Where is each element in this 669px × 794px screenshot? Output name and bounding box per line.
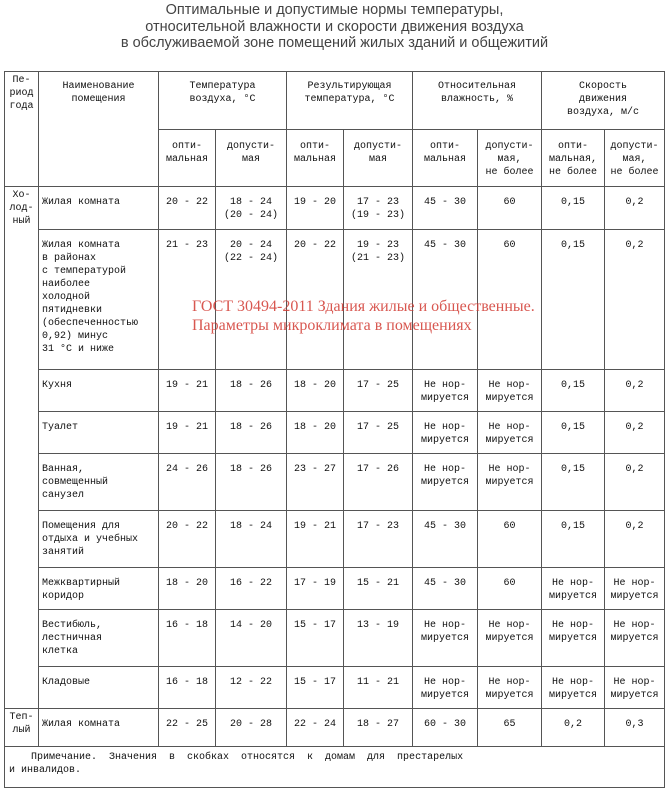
speed-optimal: 0,15: [542, 511, 605, 568]
air-temp-allowed: 18 - 24: [216, 511, 287, 568]
result-temp-optimal: 19 - 21: [287, 511, 344, 568]
subheader-humidity-optimal: опти- мальная: [413, 130, 478, 187]
subheader-humidity-allowed: допусти- мая, не более: [478, 130, 542, 187]
air-temp-allowed: 20 - 24 (22 - 24): [216, 230, 287, 370]
cold-period-rows: [5, 187, 665, 709]
result-temp-optimal: 18 - 20: [287, 370, 344, 412]
air-temp-optimal: 22 - 25: [159, 709, 216, 747]
air-temp-allowed: 18 - 26: [216, 412, 287, 454]
subheader-result-temp-optimal: опти- мальная: [287, 130, 344, 187]
result-temp-optimal: 15 - 17: [287, 610, 344, 667]
subheader-result-temp-allowed: допусти- мая: [344, 130, 413, 187]
result-temp-allowed: 17 - 23: [344, 511, 413, 568]
air-temp-allowed: 18 - 26: [216, 370, 287, 412]
result-temp-allowed: 19 - 23 (21 - 23): [344, 230, 413, 370]
speed-allowed: 0,2: [605, 370, 665, 412]
room-name: Жилая комната: [39, 187, 159, 230]
room-name: Жилая комната в районах с температурой наиболее холодной пятидневки (обеспеченностью 0,92) минус 31 °С и ниже: [39, 230, 159, 370]
microclimate-norms-table: [4, 71, 665, 788]
header-period: Пе- риод года: [5, 72, 39, 187]
humidity-optimal: Не нор- мируется: [413, 370, 478, 412]
air-temp-allowed: 18 - 24 (20 - 24): [216, 187, 287, 230]
note-row: [5, 747, 665, 788]
speed-allowed: 0,2: [605, 412, 665, 454]
humidity-allowed: Не нор- мируется: [478, 412, 542, 454]
air-temp-allowed: 16 - 22: [216, 568, 287, 610]
humidity-allowed: 65: [478, 709, 542, 747]
header-air-speed: Скорость движения воздуха, м/с: [542, 72, 665, 130]
humidity-optimal: 45 - 30: [413, 230, 478, 370]
room-name: Кухня: [39, 370, 159, 412]
speed-optimal: 0,15: [542, 412, 605, 454]
air-temp-optimal: 18 - 20: [159, 568, 216, 610]
humidity-optimal: 60 - 30: [413, 709, 478, 747]
air-temp-optimal: 24 - 26: [159, 454, 216, 511]
table-row: [5, 230, 665, 370]
air-temp-optimal: 20 - 22: [159, 187, 216, 230]
table-row: [5, 610, 665, 667]
header-row: [5, 72, 665, 130]
result-temp-optimal: 20 - 22: [287, 230, 344, 370]
humidity-optimal: Не нор- мируется: [413, 454, 478, 511]
title-line-2: относительной влажности и скорости движения воздуха: [145, 18, 524, 35]
table-row: [5, 568, 665, 610]
air-temp-optimal: 20 - 22: [159, 511, 216, 568]
air-temp-optimal: 16 - 18: [159, 610, 216, 667]
speed-allowed: 0,2: [605, 230, 665, 370]
humidity-allowed: 60: [478, 187, 542, 230]
air-temp-allowed: 18 - 26: [216, 454, 287, 511]
header-resulting-temperature: Результирующая температура, °С: [287, 72, 413, 130]
result-temp-optimal: 19 - 20: [287, 187, 344, 230]
note-line-1: Примечание. Значения в скобках относятся к домам для престарелых: [31, 752, 464, 763]
speed-allowed: 0,2: [605, 511, 665, 568]
table-note: [5, 747, 665, 788]
speed-allowed: 0,3: [605, 709, 665, 747]
table-row: [5, 187, 665, 230]
table-row: [5, 370, 665, 412]
room-name: Вестибюль, лестничная клетка: [39, 610, 159, 667]
result-temp-optimal: 18 - 20: [287, 412, 344, 454]
humidity-optimal: Не нор- мируется: [413, 610, 478, 667]
subheader-speed-allowed: допусти- мая, не более: [605, 130, 665, 187]
speed-optimal: Не нор- мируется: [542, 610, 605, 667]
title-line-1: Оптимальные и допустимые нормы температуры,: [165, 2, 504, 18]
result-temp-optimal: 23 - 27: [287, 454, 344, 511]
speed-allowed: Не нор- мируется: [605, 568, 665, 610]
speed-optimal: 0,15: [542, 454, 605, 511]
humidity-allowed: Не нор- мируется: [478, 610, 542, 667]
humidity-allowed: 60: [478, 230, 542, 370]
speed-optimal: Не нор- мируется: [542, 667, 605, 709]
room-name: Жилая комната: [39, 709, 159, 747]
humidity-optimal: 45 - 30: [413, 187, 478, 230]
result-temp-allowed: 17 - 25: [344, 412, 413, 454]
table-row: [5, 412, 665, 454]
humidity-allowed: 60: [478, 511, 542, 568]
table-row: [5, 511, 665, 568]
document-title: [0, 2, 669, 52]
room-name: Межквартирный коридор: [39, 568, 159, 610]
period-cold: Хо- лод- ный: [5, 187, 39, 709]
room-name: Ванная, совмещенный санузел: [39, 454, 159, 511]
humidity-optimal: Не нор- мируется: [413, 412, 478, 454]
speed-optimal: 0,15: [542, 187, 605, 230]
humidity-optimal: 45 - 30: [413, 568, 478, 610]
speed-allowed: Не нор- мируется: [605, 667, 665, 709]
humidity-allowed: 60: [478, 568, 542, 610]
result-temp-allowed: 15 - 21: [344, 568, 413, 610]
table-row: [5, 454, 665, 511]
result-temp-optimal: 15 - 17: [287, 667, 344, 709]
air-temp-optimal: 19 - 21: [159, 412, 216, 454]
result-temp-allowed: 17 - 26: [344, 454, 413, 511]
speed-allowed: 0,2: [605, 187, 665, 230]
air-temp-allowed: 20 - 28: [216, 709, 287, 747]
speed-optimal: 0,15: [542, 230, 605, 370]
result-temp-allowed: 18 - 27: [344, 709, 413, 747]
humidity-optimal: 45 - 30: [413, 511, 478, 568]
title-line-3: в обслуживаемой зоне помещений жилых зданий и общежитий: [120, 35, 549, 51]
result-temp-allowed: 13 - 19: [344, 610, 413, 667]
header-room: Наименование помещения: [39, 72, 159, 187]
humidity-allowed: Не нор- мируется: [478, 454, 542, 511]
air-temp-optimal: 19 - 21: [159, 370, 216, 412]
result-temp-optimal: 22 - 24: [287, 709, 344, 747]
subheader-speed-optimal: опти- мальная, не более: [542, 130, 605, 187]
air-temp-allowed: 14 - 20: [216, 610, 287, 667]
subheader-air-temp-optimal: опти- мальная: [159, 130, 216, 187]
speed-allowed: Не нор- мируется: [605, 610, 665, 667]
watermark-line-1: ГОСТ 30494-2011 Здания жилые и общественные.: [192, 298, 535, 315]
warm-period-row: [5, 709, 665, 747]
air-temp-allowed: 12 - 22: [216, 667, 287, 709]
air-temp-optimal: 21 - 23: [159, 230, 216, 370]
watermark-line-2: Параметры микроклимата в помещениях: [192, 317, 472, 334]
speed-optimal: 0,15: [542, 370, 605, 412]
humidity-allowed: Не нор- мируется: [478, 667, 542, 709]
room-name: Кладовые: [39, 667, 159, 709]
header-air-temperature: Температура воздуха, °С: [159, 72, 287, 130]
note-line-2: и инвалидов.: [9, 765, 82, 776]
humidity-allowed: Не нор- мируется: [478, 370, 542, 412]
header-humidity: Относительная влажность, %: [413, 72, 542, 130]
result-temp-optimal: 17 - 19: [287, 568, 344, 610]
result-temp-allowed: 11 - 21: [344, 667, 413, 709]
result-temp-allowed: 17 - 23 (19 - 23): [344, 187, 413, 230]
room-name: Помещения для отдыха и учебных занятий: [39, 511, 159, 568]
room-name: Туалет: [39, 412, 159, 454]
air-temp-optimal: 16 - 18: [159, 667, 216, 709]
humidity-optimal: Не нор- мируется: [413, 667, 478, 709]
subheader-air-temp-allowed: допусти- мая: [216, 130, 287, 187]
speed-optimal: Не нор- мируется: [542, 568, 605, 610]
speed-optimal: 0,2: [542, 709, 605, 747]
result-temp-allowed: 17 - 25: [344, 370, 413, 412]
speed-allowed: 0,2: [605, 454, 665, 511]
period-warm: Теп- лый: [5, 709, 39, 747]
table-row: [5, 667, 665, 709]
